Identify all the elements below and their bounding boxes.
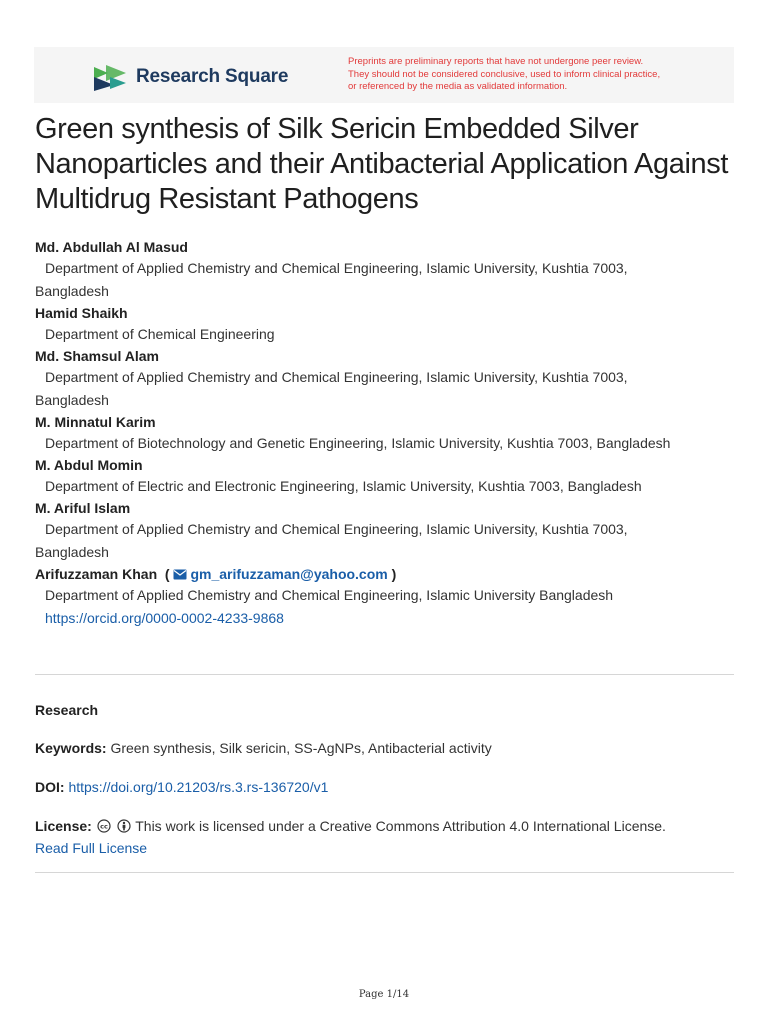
author-entry [35, 498, 735, 564]
author-entry [35, 346, 735, 412]
doi-link[interactable]: https://doi.org/10.21203/rs.3.rs-136720/v1 [68, 779, 329, 795]
keywords-value: Green synthesis, Silk sericin, SS-AgNPs, Antibacterial activity [110, 740, 492, 756]
author-name: Arifuzzaman Khan [35, 566, 158, 582]
author-name: Md. Shamsul Alam [35, 348, 159, 364]
divider [35, 674, 734, 675]
preprint-disclaimer [348, 56, 708, 94]
paper-title: Green synthesis of Silk Sericin Embedded Silver Nanoparticles and their Antibacterial Application Against Multidrug Resistant Pathogens [35, 113, 728, 215]
author-name: M. Ariful Islam [35, 500, 131, 516]
author-entry [35, 303, 735, 346]
open-paren: ( [164, 566, 170, 582]
email-link[interactable] [173, 566, 391, 582]
read-full-license-link[interactable]: Read Full License [35, 840, 148, 856]
envelope-icon [173, 569, 187, 580]
email-address: gm_arifuzzaman@yahoo.com [190, 566, 388, 582]
corresponding-author-name [35, 564, 735, 584]
author-affiliation: Department of Applied Chemistry and Chemical Engineering, Islamic University, Kushtia 7003, Bangladesh [35, 260, 628, 299]
author-affiliation: Department of Applied Chemistry and Chemical Engineering, Islamic University, Kushtia 7003, Bangladesh [35, 521, 628, 560]
license-text: This work is licensed under a Creative Commons Attribution 4.0 International License. [135, 818, 666, 834]
doi-row [35, 776, 735, 798]
license-label: License: [35, 818, 92, 834]
article-type-label: Research [35, 702, 99, 718]
author-name: Md. Abdullah Al Masud [35, 239, 188, 255]
author-affiliation: Department of Applied Chemistry and Chemical Engineering, Islamic University, Kushtia 7003, Bangladesh [35, 369, 628, 408]
orcid-link[interactable]: https://orcid.org/0000-0002-4233-9868 [45, 610, 284, 626]
disclaimer-line: They should not be considered conclusive, used to inform clinical practice, [348, 68, 661, 80]
author-affiliation: Department of Biotechnology and Genetic Engineering, Islamic University, Kushtia 7003, Bangladesh [45, 435, 671, 451]
research-square-logo-icon [92, 63, 128, 91]
author-affiliation: Department of Chemical Engineering [45, 326, 275, 342]
keywords-row [35, 737, 735, 759]
author-entry [35, 455, 735, 498]
disclaimer-line: Preprints are preliminary reports that have not undergone peer review. [348, 56, 644, 67]
page-number: Page 1/14 [358, 989, 410, 1000]
logo-text: Research Square [136, 66, 289, 87]
author-entry [35, 237, 735, 303]
author-entry [35, 412, 735, 455]
attribution-icon [117, 819, 131, 833]
author-affiliation: Department of Applied Chemistry and Chemical Engineering, Islamic University Bangladesh [45, 587, 614, 603]
author-list [35, 237, 735, 630]
article-type [35, 699, 735, 721]
disclaimer-line: or referenced by the media as validated information. [348, 81, 568, 92]
author-name: M. Abdul Momin [35, 457, 143, 473]
author-name: M. Minnatul Karim [35, 414, 156, 430]
doi-label: DOI: [35, 779, 65, 795]
research-square-logo[interactable] [92, 63, 288, 91]
keywords-label: Keywords: [35, 740, 107, 756]
close-paren: ) [391, 566, 397, 582]
header-banner [34, 47, 734, 103]
creative-commons-icon [97, 819, 111, 833]
license-row [35, 815, 735, 859]
author-affiliation: Department of Electric and Electronic Engineering, Islamic University, Kushtia 7003, Bangladesh [45, 478, 642, 494]
author-name: Hamid Shaikh [35, 305, 128, 321]
corresponding-author-entry [35, 564, 735, 630]
svg-text:cc: cc [99, 822, 108, 831]
divider [35, 872, 734, 873]
